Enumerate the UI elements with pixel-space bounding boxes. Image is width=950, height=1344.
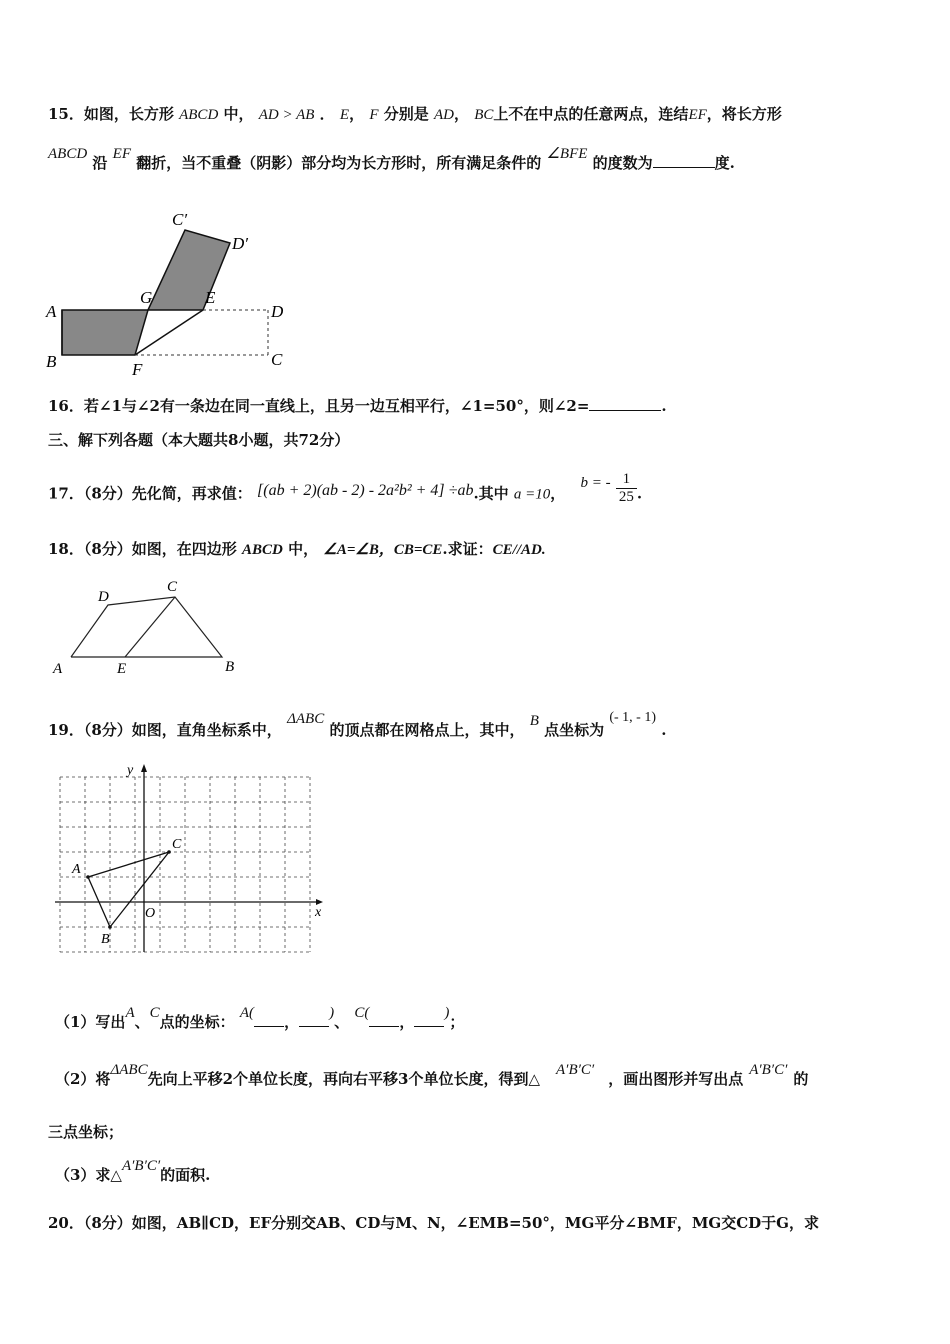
label-A: A [72, 862, 81, 877]
label-B: B [101, 932, 110, 947]
label-x: x [315, 905, 322, 920]
answer-blank[interactable] [254, 1012, 284, 1027]
q19: 19．（8分）如图，直角坐标系中， ΔABC 的顶点都在网格点上，其中， B 点坐标为 (- 1, - 1) . [48, 710, 667, 739]
q18-figure [45, 575, 255, 680]
label-O: O [145, 906, 156, 921]
answer-blank[interactable] [369, 1012, 399, 1027]
label-D: D [98, 589, 109, 605]
q15-line1: 15．如图，长方形 ABCD 中， AD > AB ． E， F 分别是 AD， BC上不在中点的任意两点，连结EF，将长方形 [48, 105, 782, 123]
label-D-prime: D′ [232, 234, 248, 253]
label-C: C [172, 837, 182, 852]
q19-part3: （3）求△A′B′C′的面积. [55, 1158, 211, 1184]
answer-blank[interactable] [589, 396, 661, 411]
answer-blank[interactable] [299, 1012, 329, 1027]
label-C: C [167, 579, 178, 595]
label-B: B [46, 352, 57, 371]
label-A: A [46, 302, 57, 321]
label-C-prime: C′ [172, 210, 188, 229]
q19-part2-cont: 三点坐标； [48, 1123, 124, 1141]
label-y: y [127, 763, 134, 778]
coordinate-grid-figure [45, 760, 335, 960]
label-D: D [271, 302, 284, 321]
label-A: A [53, 661, 63, 677]
q15-line2: ABCD 沿 EF 翻折，当不重叠（阴影）部分均为长方形时，所有满足条件的 ∠BFE 的度数为 度. [48, 146, 735, 172]
label-C: C [271, 350, 283, 369]
label-E: E [117, 661, 127, 677]
q19-part2: （2）将ΔABC先向上平移2个单位长度，再向右平移3个单位长度，得到△ A′B′C′ ，画出图形并写出点 A′B′C′ 的 [55, 1062, 809, 1088]
label-G: G [140, 288, 153, 307]
label-B: B [225, 659, 235, 675]
q19-part1: （1）写出A、C点的坐标： A( ， )、 C( ， )； [55, 1005, 465, 1031]
label-F: F [132, 360, 143, 379]
q18: 18．（8分）如图，在四边形 ABCD 中， ∠A=∠B，CB=CE.求证：CE//AD. [48, 540, 546, 558]
q15-figure [40, 205, 300, 380]
q17: 17．（8分）先化简，再求值： [(ab + 2)(ab - 2) - 2a²b² + 4] ÷ab.其中 a =10， b = - $\frac{1}{25}$ . [48, 471, 643, 505]
q20: 20．（8分）如图，AB∥CD，EF分别交AB、CD与M、N，∠EMB=50°，MG平分∠BMF，MG交CD于G，求 [48, 1214, 819, 1232]
answer-blank[interactable] [414, 1012, 444, 1027]
label-E: E [205, 288, 216, 307]
section-title: 三、解下列各题（本大题共8小题，共72分） [48, 431, 350, 449]
q16: 16．若∠1与∠2有一条边在同一直线上，且另一边互相平行，∠1=50°，则∠2= . [48, 397, 667, 415]
answer-blank[interactable] [653, 153, 715, 168]
